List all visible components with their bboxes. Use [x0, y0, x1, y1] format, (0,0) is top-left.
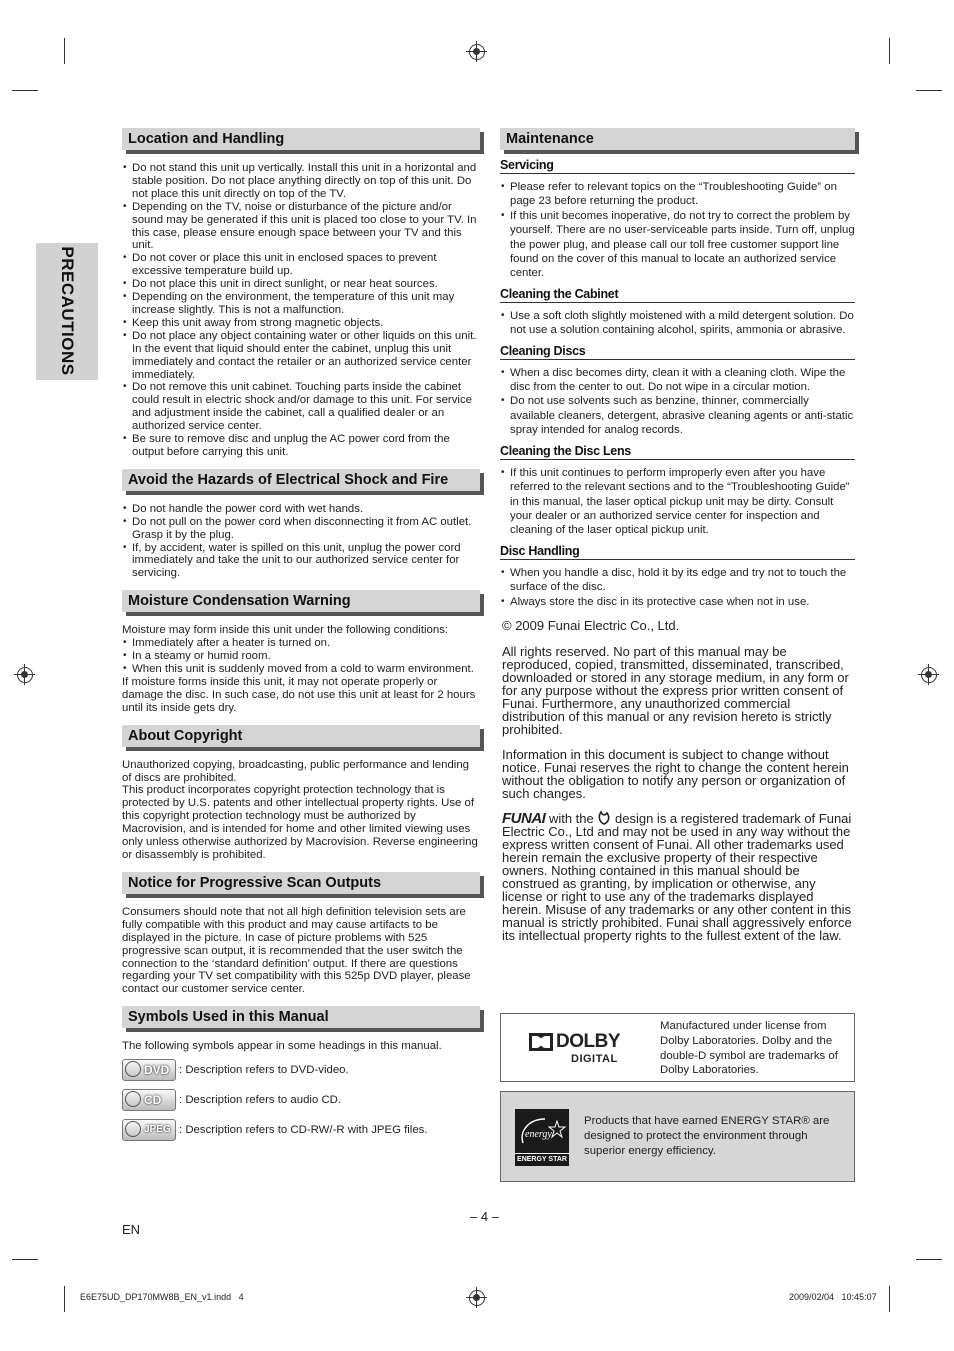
moisture-list — [122, 637, 480, 676]
list-item: • If this unit continues to perform improperly even after you have referred to the relevant sections and to the “Troubleshooting Guide” in this manual, the laser optical pickup unit may be dirty. Consult your dealer or an authorized service center for inspection and cleaning of the laser optical pickup unit. — [510, 466, 855, 538]
crop-mark — [889, 38, 890, 64]
funai-logo: FUNAI — [502, 809, 546, 827]
subheading: Cleaning the Disc Lens — [500, 444, 855, 460]
progressive-section — [122, 872, 480, 996]
location-section — [122, 128, 480, 459]
symbol-description: : Description refers to DVD-video. — [179, 1064, 349, 1077]
dvd-badge-icon: DVD — [122, 1059, 176, 1081]
list-item: • Do not handle the power cord with wet hands. — [132, 503, 480, 516]
list-item: • If this unit becomes inoperative, do not try to correct the problem by yourself. There are no user-serviceable parts inside. Turn off, unplug the power plug, and please call our toll free customer support line found on the cover of this manual to locate an authorized service center. — [510, 209, 855, 281]
list-item: • Do not place this unit in direct sunlight, or near heat sources. — [132, 278, 480, 291]
list-item: • In a steamy or humid room. — [132, 650, 480, 663]
section-side-tab — [36, 243, 98, 380]
list-item: • If, by accident, water is spilled on this unit, unplug the power cord immediately and take the unit to our authorized service center for servicing. — [132, 542, 480, 581]
trademark-text: design is a registered trademark of Funai Electric Co., Ltd and may not be used in any way without the express written consent of Funai. All other trademarks used herein remain the exclusive property of their respective owners. Nothing contained in this manual should be construed as granting, by implication or otherwise, any license or right to use any of the trademarks displayed herein. Misuse of any trademarks or any other content in this manual is strictly prohibited. Funai shall aggressively enforce its intellectual property rights to the fullest extent of the law. — [502, 810, 852, 943]
list-item: • Always store the disc in its protective case when not in use. — [510, 595, 855, 609]
section-heading: Avoid the Hazards of Electrical Shock and Fire — [122, 469, 480, 491]
subheading: Cleaning Discs — [500, 344, 855, 360]
symbol-row — [122, 1059, 480, 1081]
energy-star-icon — [515, 1109, 569, 1153]
symbol-row — [122, 1089, 480, 1111]
location-list — [122, 162, 480, 459]
right-column — [500, 128, 855, 942]
copyright-line: © 2009 Funai Electric Co., Ltd. — [502, 617, 680, 633]
crop-mark — [64, 38, 65, 64]
list-item: • Immediately after a heater is turned on. — [132, 637, 480, 650]
energy-star-box — [500, 1091, 855, 1182]
copyright-paragraph: This product incorporates copyright protection technology that is protected by U.S. patents and other intellectual property rights. Use of this copyright protection technology must be authorized by Macrovision, and is intended for home and other limited viewing uses only unless otherwise authorized by Macrovision. Reverse engineering or disassembly is prohibited. — [122, 784, 478, 861]
list-item: • Do not place any object containing water or other liquids on this unit. In the event that liquid should enter the cabinet, unplug this unit immediately and contact the retailer or an authorized service center immediately. — [132, 330, 480, 382]
list-item: • Do not pull on the power cord when disconnecting it from AC outlet. Grasp it by the plug. — [132, 516, 480, 542]
list-item: • When this unit is suddenly moved from a cold to warm environment. — [132, 663, 480, 676]
lens-list — [500, 466, 855, 538]
section-heading: Location and Handling — [122, 128, 480, 150]
section-heading: Moisture Condensation Warning — [122, 590, 480, 612]
dolby-digital-text: DIGITAL — [571, 1053, 618, 1065]
hazards-list — [122, 503, 480, 580]
section-heading: Maintenance — [500, 128, 855, 150]
list-item: • Be sure to remove disc and unplug the AC power cord from the output before carrying this unit. — [132, 433, 480, 459]
symbol-row — [122, 1119, 480, 1141]
registration-mark-icon — [17, 667, 33, 683]
subheading: Cleaning the Cabinet — [500, 287, 855, 303]
notice-paragraph: Information in this document is subject to change without notice. Funai reserves the right to change the content herein without the obligation to notify any person or organization of such changes. — [502, 746, 849, 801]
jpeg-badge-icon: JPEG — [122, 1119, 176, 1141]
language-label: EN — [122, 1222, 141, 1237]
progressive-paragraph: Consumers should note that not all high definition television sets are fully compatible with this product and may cause artifacts to be displayed in the picture. In case of picture problems with 525 progressive scan output, it is recommended that the user switch the connection to the ‘standard definition’ output. If there are questions regarding your TV set compatibility with this 525p DVD player, please contact our customer service center. — [122, 905, 471, 996]
symbol-description: : Description refers to CD-RW/-R with JPEG files. — [179, 1124, 428, 1137]
dolby-logo — [529, 1031, 629, 1071]
moisture-outro: If moisture forms inside this unit, it may not operate properly or damage the disc. In such case, do not use this unit at least for 2 hours until its inside gets dry. — [122, 675, 476, 714]
energy-star-logo — [515, 1109, 569, 1166]
rights-paragraph: All rights reserved. No part of this manual may be reproduced, copied, transmitted, disseminated, transcribed, downloaded or stored in any storage medium, in any form or for any purpose without the express prior written consent of Funai. Furthermore, any unauthorized commercial distribution of this manual or any revision hereto is strictly prohibited. — [502, 643, 849, 737]
crop-mark — [12, 1259, 38, 1260]
registration-mark-icon — [469, 44, 485, 60]
registration-mark-icon — [469, 1290, 485, 1306]
section-heading: Notice for Progressive Scan Outputs — [122, 872, 480, 894]
cabinet-list — [500, 309, 855, 338]
moisture-intro: Moisture may form inside this unit under the following conditions: — [122, 624, 449, 637]
list-item: • When a disc becomes dirty, clean it with a cleaning cloth. Wipe the disc from the center to out. Do not wipe in a circular motion. — [510, 366, 855, 395]
moisture-section — [122, 590, 480, 714]
svg-text:energy: energy — [525, 1129, 552, 1140]
double-d-icon — [529, 1033, 553, 1051]
handling-list — [500, 566, 855, 609]
dolby-box — [500, 1013, 855, 1082]
section-heading: About Copyright — [122, 725, 480, 747]
list-item: • Do not stand this unit up vertically. Install this unit in a horizontal and stable position. Do not place anything directly on top of this unit. Do not place this unit directly on top of the TV. — [132, 162, 480, 201]
list-item: • Use a soft cloth slightly moistened with a mild detergent solution. Do not use a solution containing alcohol, spirits, ammonia or abrasive. — [510, 309, 855, 338]
list-item: • When you handle a disc, hold it by its edge and try not to touch the surface of the disc. — [510, 566, 855, 595]
list-item: • Do not cover or place this unit in enclosed spaces to prevent excessive temperature build up. — [132, 252, 480, 278]
symbols-intro: The following symbols appear in some headings in this manual. — [122, 1040, 442, 1053]
section-heading: Symbols Used in this Manual — [122, 1006, 480, 1028]
registration-mark-icon — [921, 667, 937, 683]
crop-mark — [12, 90, 38, 91]
copyright-paragraph: Unauthorized copying, broadcasting, public performance and lending of discs are prohibited. — [122, 758, 470, 784]
copyright-section — [122, 725, 480, 862]
discs-list — [500, 366, 855, 438]
trademark-with: with the — [548, 810, 594, 826]
left-column — [122, 128, 480, 1151]
energy-star-text: Products that have earned ENERGY STAR® are designed to protect the environment through superior energy efficiency. — [584, 1115, 830, 1157]
list-item: • Keep this unit away from strong magnetic objects. — [132, 317, 480, 330]
trademark-paragraph — [502, 810, 855, 942]
slug-file-name: E6E75UD_DP170MW8B_EN_v1.indd 4 — [80, 1292, 244, 1302]
list-item: • Depending on the environment, the temperature of this unit may increase slightly. This is not a malfunction. — [132, 291, 480, 317]
list-item: • Do not remove this unit cabinet. Touching parts inside the cabinet could result in electric shock and/or damage to this unit. For service and adjustment inside the cabinet, call a qualified dealer or an authorized service center. — [132, 381, 480, 433]
crop-mark — [889, 1286, 890, 1312]
crop-mark — [916, 90, 942, 91]
hazards-section — [122, 469, 480, 580]
subheading: Disc Handling — [500, 544, 855, 560]
page-number: – 4 – — [470, 1209, 499, 1224]
subheading: Servicing — [500, 158, 855, 174]
energy-star-label: ENERGY STAR — [515, 1153, 569, 1166]
list-item: • Please refer to relevant topics on the “Troubleshooting Guide” on page 23 before returning the product. — [510, 180, 855, 209]
side-tab-label: PRECAUTIONS — [58, 246, 77, 376]
crop-mark — [916, 1259, 942, 1260]
list-item: • Do not use solvents such as benzine, thinner, commercially available cleaners, detergent, abrasive cleaning agents or anti-static spray intended for analog records. — [510, 394, 855, 437]
servicing-list — [500, 180, 855, 281]
cd-badge-icon: CD — [122, 1089, 176, 1111]
symbol-description: : Description refers to audio CD. — [179, 1094, 342, 1107]
slug-timestamp: 2009/02/04 10:45:07 — [789, 1292, 877, 1302]
dolby-text: Manufactured under license from Dolby Laboratories. Dolby and the double-D symbol are trademarks of Dolby Laboratories. — [660, 1020, 838, 1077]
dolby-logo-text: DOLBY — [556, 1031, 620, 1052]
symbols-section — [122, 1006, 480, 1141]
funai-leaf-icon — [597, 810, 611, 825]
crop-mark — [64, 1286, 65, 1312]
list-item: • Depending on the TV, noise or disturbance of the picture and/or sound may be generated if this unit is placed too close to your TV. In this case, please ensure enough space between your TV and this unit. — [132, 201, 480, 253]
